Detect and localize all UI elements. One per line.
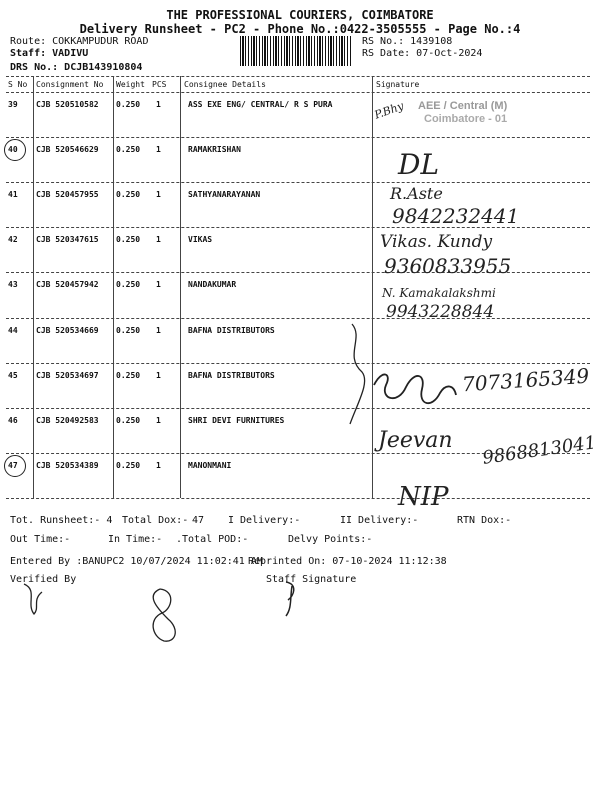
row-consignment-number: CJB 520457955 xyxy=(36,190,99,200)
row-pieces: 1 xyxy=(156,460,161,470)
row-consignee-details: SATHYANARAYANAN xyxy=(188,190,261,200)
signature-row-47: NIP xyxy=(398,482,449,512)
row-weight: 0.250 xyxy=(116,100,141,109)
row-consignment-number: CJB 520492583 xyxy=(36,415,99,425)
stamp-line-2: Coimbatore - 01 xyxy=(424,113,508,125)
verifier-signature xyxy=(140,585,190,645)
row-weight: 0.250 xyxy=(116,325,141,335)
signature-row-46-phone: 9868813041 xyxy=(481,432,598,469)
reprinted-on: Reprinted On: 07-10-2024 11:12:38 xyxy=(248,556,447,567)
column-divider xyxy=(180,76,181,498)
verified-by-mark xyxy=(18,580,48,620)
rs-number: RS No.: 1439108 xyxy=(362,36,453,47)
ii-delivery-label: II Delivery:- xyxy=(340,515,419,526)
verified-by-label: Verified By xyxy=(10,574,77,585)
table-top-border xyxy=(6,76,590,77)
signature-row-45-scribble xyxy=(370,365,460,420)
column-header-consignee: Consignee Details xyxy=(184,80,266,89)
row-consignment-number: CJB 520457942 xyxy=(36,280,99,290)
row-divider xyxy=(6,363,590,364)
row-consignee-details: NANDAKUMAR xyxy=(188,280,237,290)
drs-number: DRS No.: DCJB143910804 xyxy=(10,62,143,73)
signature-row-45-phone: 7073165349 xyxy=(461,363,590,397)
entered-by: Entered By :BANUPC2 10/07/2024 11:02:41 AM xyxy=(10,556,263,567)
column-divider xyxy=(372,76,373,498)
row-weight: 0.250 xyxy=(116,145,141,155)
staff-label: Staff: VADIVU xyxy=(10,48,89,59)
row-consignment-number: CJB 520510582 xyxy=(36,100,99,109)
runsheet-title: Delivery Runsheet - PC2 - Phone No.:0422-3505555 - Page No.:4 xyxy=(79,22,521,36)
total-dox-label: Total Dox:- xyxy=(122,515,189,526)
row-divider xyxy=(6,137,590,138)
signature-row-41-phone: 9842232441 xyxy=(392,204,520,228)
delvy-points-label: Delvy Points:- xyxy=(288,534,373,545)
row-consignment-number: CJB 520534669 xyxy=(36,325,99,335)
column-header-pcs: PCS xyxy=(152,80,167,89)
route-label: Route: COKKAMPUDUR ROAD xyxy=(10,36,149,47)
row-pieces: 1 xyxy=(156,145,161,155)
row-serial-number: 42 xyxy=(8,235,18,245)
row-pieces: 1 xyxy=(156,100,161,109)
total-pod-label: .Total POD:- xyxy=(176,534,249,545)
circled-row-mark xyxy=(4,139,26,161)
column-divider xyxy=(33,76,34,498)
circled-row-mark xyxy=(4,455,26,477)
column-divider xyxy=(113,76,114,498)
row-serial-number: 47 xyxy=(8,460,18,470)
table-header-divider xyxy=(6,92,590,93)
rtn-dox-label: RTN Dox:- xyxy=(457,515,512,526)
row-consignee-details: RAMAKRISHAN xyxy=(188,145,241,155)
row-serial-number: 40 xyxy=(8,145,18,155)
column-header-signature: Signature xyxy=(376,80,420,89)
signature-row-42-phone: 9360833955 xyxy=(384,254,512,278)
row-serial-number: 44 xyxy=(8,325,18,335)
rs-date: RS Date: 07-Oct-2024 xyxy=(362,48,483,59)
row-pieces: 1 xyxy=(156,280,161,290)
row-serial-number: 39 xyxy=(8,100,18,109)
signature-row-39: P.Bhy xyxy=(372,99,406,122)
row-serial-number: 46 xyxy=(8,415,18,425)
row-consignee-details: SHRI DEVI FURNITURES xyxy=(188,415,285,425)
row-pieces: 1 xyxy=(156,370,161,380)
row-consignment-number: CJB 520534697 xyxy=(36,370,99,380)
out-time-label: Out Time:- xyxy=(10,534,71,545)
signature-row-43-name: N. Kamakalakshmi xyxy=(382,286,496,300)
total-dox-value: 47 xyxy=(192,515,205,526)
column-header-consignment: Consignment No xyxy=(36,80,104,89)
i-delivery-label: I Delivery:- xyxy=(228,515,301,526)
row-divider xyxy=(6,498,590,499)
in-time-label: In Time:- xyxy=(108,534,163,545)
staff-signature-label: Staff Signature xyxy=(266,574,357,585)
row-pieces: 1 xyxy=(156,325,161,335)
row-weight: 0.250 xyxy=(116,235,141,245)
signature-row-43-phone: 9943228844 xyxy=(386,302,495,322)
row-consignee-details: MANONMANI xyxy=(188,460,232,470)
column-header-sno: S No xyxy=(8,80,28,89)
row-serial-number: 41 xyxy=(8,190,18,200)
company-name: THE PROFESSIONAL COURIERS, COIMBATORE xyxy=(166,8,434,22)
row-serial-number: 45 xyxy=(8,370,18,380)
row-weight: 0.250 xyxy=(116,190,141,200)
barcode-image xyxy=(240,36,352,66)
row-consignment-number: CJB 520347615 xyxy=(36,235,99,245)
row-consignee-details: BAFNA DISTRIBUTORS xyxy=(188,370,275,380)
signature-row-46-name: Jeevan xyxy=(378,428,453,453)
row-consignee-details: ASS EXE ENG/ CENTRAL/ R S PURA xyxy=(188,100,333,109)
row-consignment-number: CJB 520534389 xyxy=(36,460,99,470)
row-pieces: 1 xyxy=(156,415,161,425)
row-weight: 0.250 xyxy=(116,280,141,290)
row-consignment-number: CJB 520546629 xyxy=(36,145,99,155)
row-serial-number: 43 xyxy=(8,280,18,290)
signature-row-40: DL xyxy=(398,148,440,181)
row-divider xyxy=(6,318,590,319)
signature-row-42-name: Vikas. Kundy xyxy=(380,232,493,252)
row-weight: 0.250 xyxy=(116,415,141,425)
row-divider xyxy=(6,408,590,409)
row-weight: 0.250 xyxy=(116,370,141,380)
column-header-weight: Weight xyxy=(116,80,145,89)
row-pieces: 1 xyxy=(156,235,161,245)
total-runsheet: Tot. Runsheet:- 4 xyxy=(10,515,113,526)
row-consignee-details: VIKAS xyxy=(188,235,213,245)
signature-row-41-name: R.Aste xyxy=(390,184,443,203)
row-weight: 0.250 xyxy=(116,460,141,470)
row-divider xyxy=(6,182,590,183)
row-consignee-details: BAFNA DISTRIBUTORS xyxy=(188,325,275,335)
row-pieces: 1 xyxy=(156,190,161,200)
stamp-line-1: AEE / Central (M) xyxy=(418,100,508,112)
